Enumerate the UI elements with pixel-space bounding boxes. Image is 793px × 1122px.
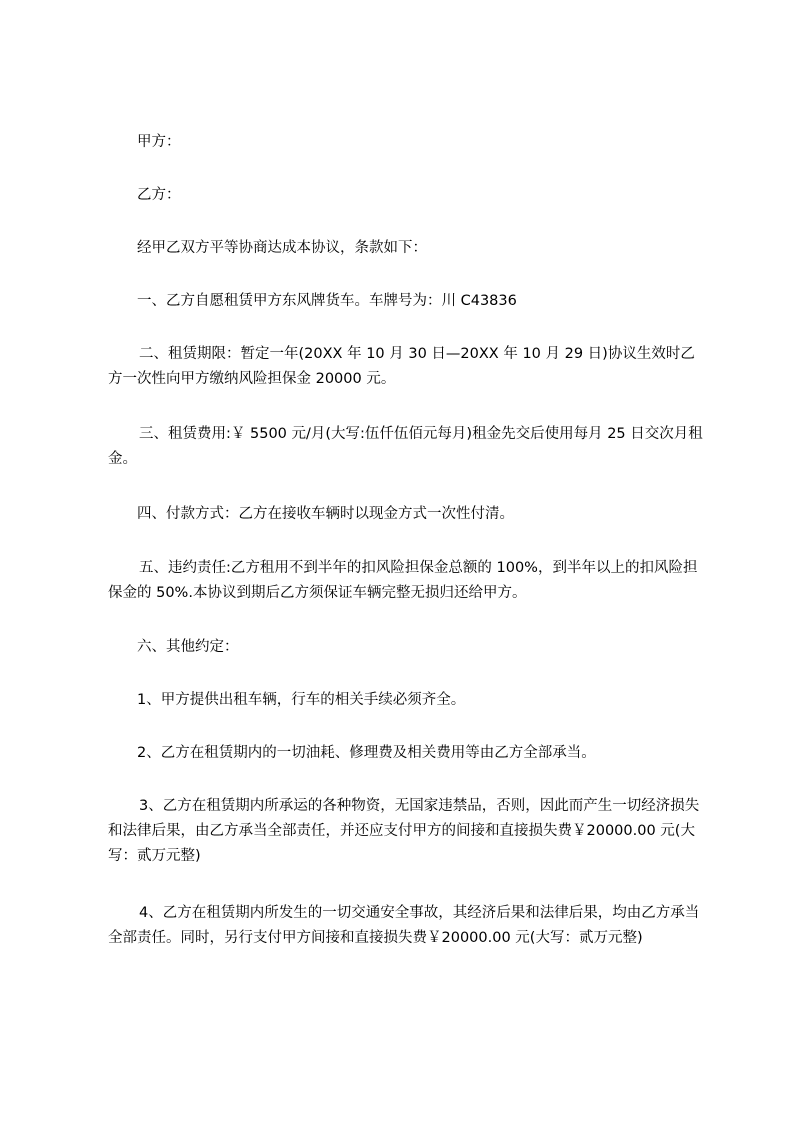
clause-6-item-1: 1、甲方提供出租车辆，行车的相关手续必须齐全。: [137, 692, 466, 708]
clause-5: 五、违约责任:乙方租用不到半年的扣风险担保金总额的 100%，到半年以上的扣风险担保金的 50%.本协议到期后乙方须保证车辆完整无损归还给甲方。: [108, 560, 698, 601]
clause-6-item-2: 2、乙方在租赁期内的一切油耗、修理费及相关费用等由乙方全部承当。: [137, 745, 596, 761]
clause-3: 三、租赁费用:￥ 5500 元/月(大写:伍仟伍佰元每月)租金先交后使用每月 25 日交次月租金。: [108, 426, 703, 467]
clause-6-item-3: 3、乙方在租赁期内所承运的各种物资，无国家违禁品，否则，因此而产生一切经济损失和法律后果，由乙方承当全部责任，并还应支付甲方的间接和直接损失费￥20000.00 元(大写：贰万元整): [108, 798, 700, 864]
clause-2: 二、租赁期限：暂定一年(20XX 年 10 月 30 日—20XX 年 10 月 29 日)协议生效时乙方一次性向甲方缴纳风险担保金 20000 元。: [108, 346, 695, 387]
clause-6-heading: 六、其他约定：: [137, 639, 239, 655]
clause-4: 四、付款方式：乙方在接收车辆时以现金方式一次性付清。: [137, 506, 514, 522]
clause-6-item-4: 4、乙方在租赁期内所发生的一切交通安全事故，其经济后果和法律后果，均由乙方承当全部责任。同时，另行支付甲方间接和直接损失费￥20000.00 元(大写：贰万元整): [108, 905, 700, 946]
party-a-line: 甲方：: [137, 134, 181, 150]
intro-line: 经甲乙双方平等协商达成本协议，条款如下：: [137, 240, 427, 256]
party-b-line: 乙方：: [137, 187, 181, 203]
clause-1: 一、乙方自愿租赁甲方东风牌货车。车牌号为：川 C43836: [137, 293, 517, 309]
